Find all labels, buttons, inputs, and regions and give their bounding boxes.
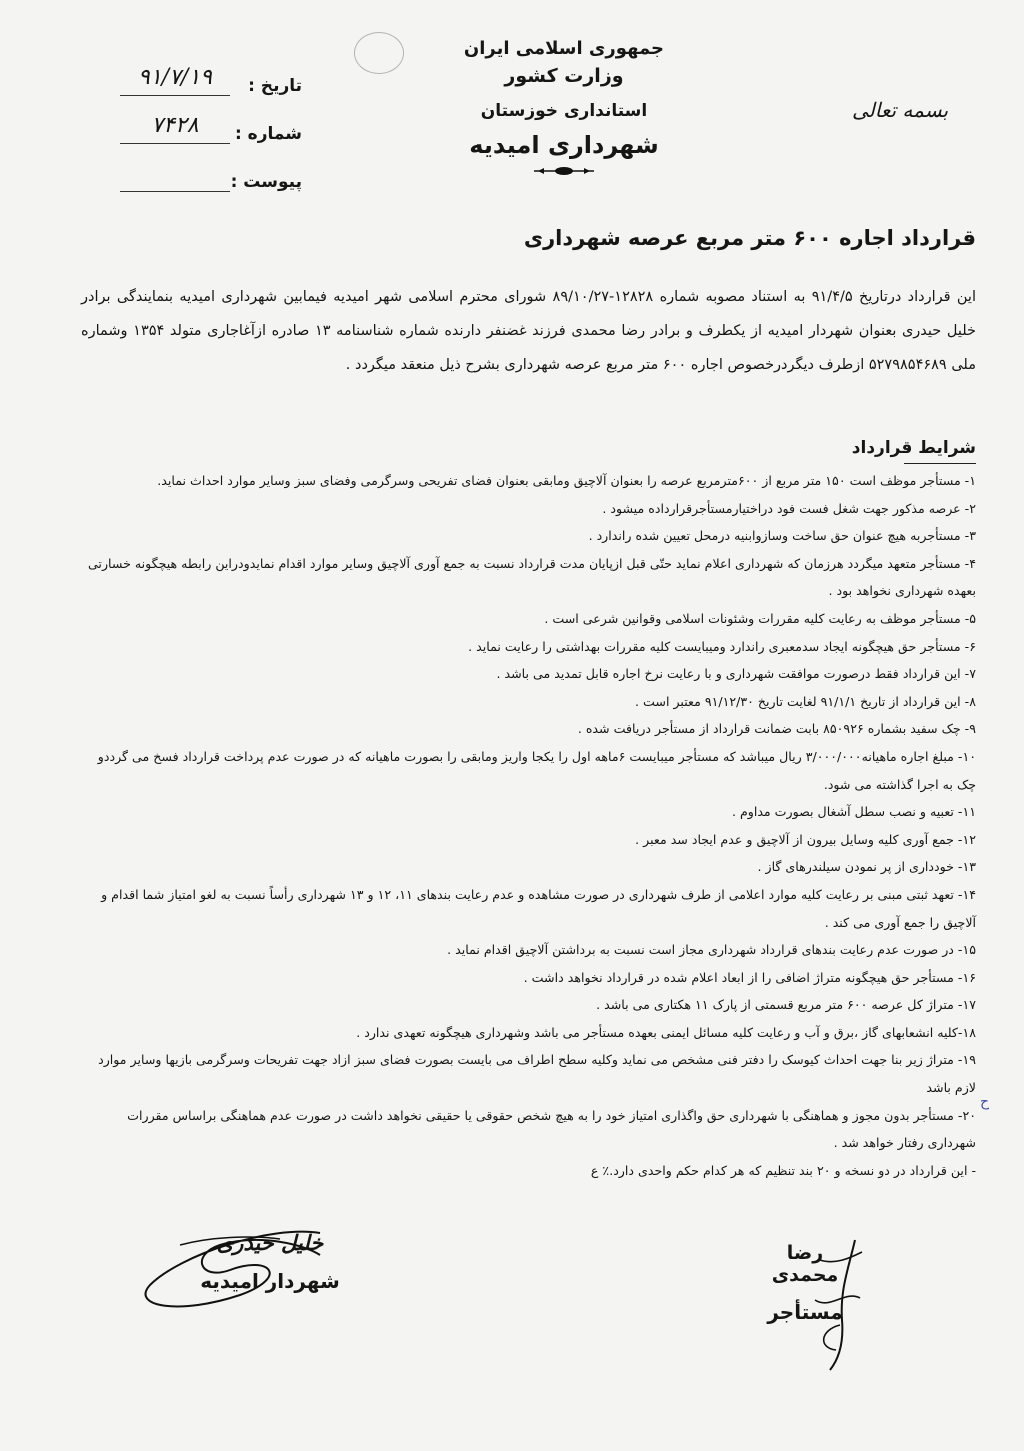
condition-item: ۱- مستأجر موظف است ۱۵۰ متر مربع از ۶۰۰مترمربع عرصه را بعنوان آلاچیق ومابقی بعنوان فضای تفریحی وسرگرمی وفضای سبز وسایر موارد احداث نماید. [157,473,976,488]
condition-item: ۱۱- تعبیه و نصب سطل آشغال بصورت مداوم . [731,804,976,820]
attachment-label: پیوست : [230,172,302,192]
conditions-title-underline [904,463,976,464]
condition-item: ۱۶- مستأجر حق هیچگونه متراژ اضافی را از ابعاد اعلام شده در قرارداد نخواهد داشت . [523,969,976,985]
margin-mark-icon: ح [980,1094,990,1110]
number-label: شماره : [234,124,302,144]
mayor-name: خلیل حیدری [216,1230,324,1255]
condition-item: ۴- مستأجر متعهد میگردد هرزمان که شهرداری اعلام نماید حتّی قبل ازپایان مدت قرارداد نسبت به جمع آوری آلاچیق وسایر موارد اقدام نمایدودراین رابطه هیچگونه خسارتی بعهده شهرداری نخواهد بود . [87,555,976,599]
condition-item: ۱۸-کلیه انشعابهای گاز ،برق و آب و رعایت کلیه مسائل ایمنی بعهده مستأجر می باشد وشهرداری هیچگونه تعهدی ندارد . [356,1024,976,1040]
condition-item: ۹- چک سفید بشماره ۸۵۰۹۲۶ بابت ضمانت قرارداد از مستأجر دریافت شده . [577,721,976,737]
contract-intro: این قرارداد درتاریخ ۹۱/۴/۵ به استناد مصوبه شماره ۱۲۸۲۸-۸۹/۱۰/۲۷ شورای محترم اسلامی شهر امیدیه فیمابین شهرداری امیدیه بنمایندگی برادر خلیل حیدری بعنوان شهردار امیدیه از یکطرف و برادر رضا محمدی فرزند غضنفر دارنده شماره شناسنامه ۱۳ صادره ازآغاجاری متولد ۱۳۵۴ وشماره ملی ۵۲۷۹۸۵۴۶۸۹ ازطرف دیگردرخصوص اجاره ۶۰۰ متر مربع عرصه شهرداری بشرح ذیل منعقد میگردد . [81,289,976,373]
letterhead [464,38,664,177]
tenant-title: مستأجر [767,1300,843,1324]
contract-title: قرارداد اجاره ۶۰۰ متر مربع عرصه شهرداری [523,226,976,250]
conditions-list [76,467,976,1184]
letter-meta [112,48,302,192]
mayor-title: شهردار امیدیه [200,1269,340,1293]
tenant-name: رضا محمدی [771,1242,839,1286]
condition-item: ۱۵- در صورت عدم رعایت بندهای قرارداد شهرداری مجاز است نسبت به برداشتن آلاچیق اقدام نماید . [447,942,976,958]
signature-block-tenant [755,1242,855,1324]
condition-item: ۲۰- مستأجر بدون مجوز و هماهنگی با شهرداری حق واگذاری امتیاز خود را به هیچ شخص حقوقی یا حقیقی نخواهد داشت در صورت عدم هماهنگی براساس مقررات شهرداری رفتار خواهد شد . [127,1107,976,1151]
signature-block-mayor [170,1230,370,1293]
condition-item: ۱۷- متراژ کل عرصه ۶۰۰ متر مربع قسمتی از پارک ۱۱ هکتاری می باشد . [596,997,976,1013]
date-value: ۹۱/۷/۱۹ [120,65,230,96]
letterhead-municipality: شهرداری امیدیه [469,131,659,159]
number-row [112,96,302,144]
condition-item: ۳- مستأجربه هیچ عنوان حق ساخت وسازوابنیه درمحل تعیین شده راندارد . [588,528,976,544]
number-value: ۷۴۲۸ [120,113,230,144]
bismillah: بسمه تعالی [852,98,949,122]
condition-item: ۲- عرصه مذکور جهت شغل فست فود دراختیارمستأجرقرارداده میشود . [602,500,976,516]
condition-item: ۱۹- متراژ زیر بنا جهت احداث کیوسک را دفتر فنی مشخص می نماید وکلیه سطح اطراف می بایست بصورت فضای سبز ازاد جهت تفریحات وسرگرمی بازیها وسایر موارد لازم باشد [98,1052,976,1096]
condition-item: ۷- این قرارداد فقط درصورت موافقت شهرداری و با رعایت نرخ اجاره قابل تمدید می باشد . [496,666,976,682]
condition-item: - این قرارداد در دو نسخه و ۲۰ بند تنظیم که هر کدام حکم واحدی دارد.٪ ع [590,1162,976,1178]
condition-item: ۱۰- مبلغ اجاره ماهیانه۳/۰۰۰/۰۰۰ ریال میباشد که مستأجر میبایست ۶ماهه اول را یکجا واریز ومابقی را بصورت ماهیانه که در صورت عدم پرداخت قرارداد فسخ می گرددو چک به اجرا گذاشته می شود. [97,748,976,792]
condition-item: ۱۲- جمع آوری کلیه وسایل بیرون از آلاچیق و عدم ایجاد سد معبر . [635,831,976,847]
date-row [112,48,302,96]
ornament-divider-icon [532,165,596,177]
date-label: تاریخ : [248,76,302,96]
condition-item: ۵- مستأجر موظف به رعایت کلیه مقررات وشئونات اسلامی وقوانین شرعی است . [544,610,976,626]
attachment-row [112,144,302,192]
condition-item: ۱۴- تعهد ثبتی مبنی بر رعایت کلیه موارد اعلامی از طرف شهرداری در صورت مشاهده و عدم رعایت بندهای ۱۱، ۱۲ و ۱۳ شهرداری رأساً نسبت به لغو امتیاز شما اقدام و آلاچیق را جمع آوری می کند . [101,886,976,930]
conditions-title: شرایط قرارداد [851,438,976,458]
condition-item: ۸- این قرارداد از تاریخ ۹۱/۱/۱ لغایت تاریخ ۹۱/۱۲/۳۰ معتبر است . [635,693,976,709]
attachment-value [120,161,230,192]
stamp-icon [354,32,404,74]
letterhead-ministry: وزارت کشور [504,65,624,87]
letterhead-province: استانداری خوزستان [480,101,648,121]
letterhead-country: جمهوری اسلامی ایران [463,38,664,59]
condition-item: ۱۳- خودداری از پر نمودن سیلندرهای گاز . [757,859,976,875]
condition-item: ۶- مستأجر حق هیچگونه ایجاد سدمعبری راندارد ومیبایست کلیه مقررات بهداشتی را رعایت نماید . [468,638,976,654]
